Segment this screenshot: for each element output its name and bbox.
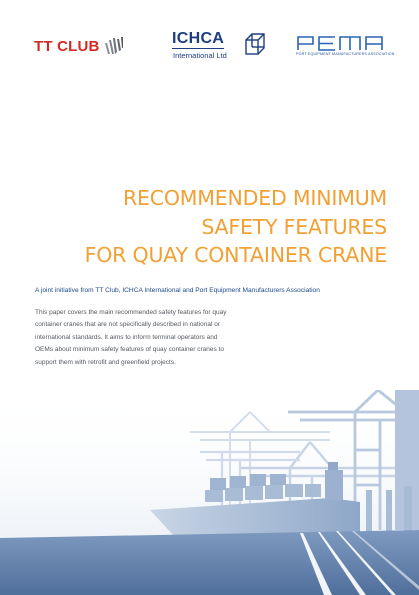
- ichca-logo: [172, 30, 272, 60]
- intro-line-1: This paper covers the main recommended safety features for quay: [35, 309, 227, 316]
- document-subtitle: A joint initiative from TT Club, ICHCA International and Port Equipment Manufacturers Association: [35, 287, 320, 294]
- tt-club-logo: [34, 36, 124, 56]
- title-line-2: SAFETY FEATURES: [201, 214, 387, 239]
- pema-logo-wordmark: [296, 35, 386, 51]
- intro-line-2: container cranes that are not specifically described in national or: [35, 321, 220, 329]
- pema-logo-tagline: PORT EQUIPMENT MANUFACTURERS ASSOCIATION: [296, 52, 395, 56]
- intro-paragraph: [35, 307, 295, 369]
- title-line-3: FOR QUAY CONTAINER CRANE: [84, 243, 387, 267]
- pema-logo: [296, 35, 395, 57]
- intro-line-5: support them with retrofit and greenfield projects.: [35, 358, 176, 366]
- ichca-logo-subtext: International Ltd: [173, 51, 227, 60]
- tt-club-logo-text: TT CLUB: [34, 37, 100, 55]
- quay-crane-ship-illustration: [0, 390, 419, 595]
- title-line-1: RECOMMENDED MINIMUM: [122, 186, 387, 210]
- ichca-logo-text: ICHCA: [172, 30, 225, 47]
- intro-line-3: international standards. It aims to inform terminal operators and: [35, 333, 218, 341]
- document-title: [47, 184, 387, 270]
- tt-club-stripes-icon: [104, 37, 124, 55]
- intro-line-4: OEMs about minimum safety features of quay container cranes to: [35, 346, 224, 354]
- ichca-cube-icon: [244, 32, 266, 56]
